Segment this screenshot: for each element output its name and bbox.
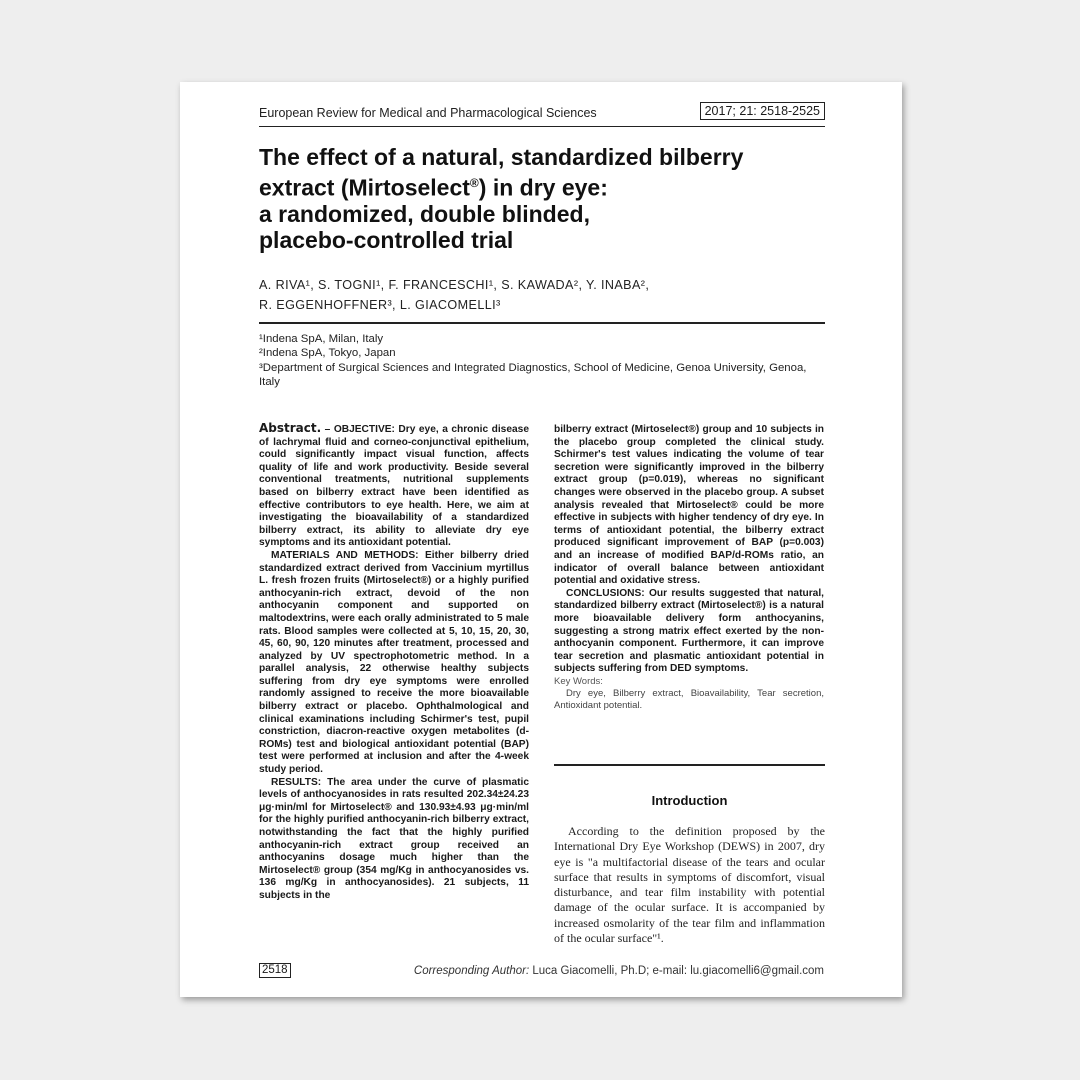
authors-line-1: A. RIVA¹, S. TOGNI¹, F. FRANCESCHI¹, S. KAWADA², Y. INABA², bbox=[259, 278, 650, 292]
corresponding-text: Luca Giacomelli, Ph.D; e-mail: lu.giacomelli6@gmail.com bbox=[532, 965, 824, 977]
abstract-results-b: bilberry extract (Mirtoselect®) group and 10 subjects in the placebo group completed the clinical study. Schirmer's test values indicating the volume of tear secretion were significantly improved in the bilberry extract group (p=0.019), whereas no significant changes were observed in the placebo group. A subset analysis revealed that Mirtoselect® could be more effective in subjects with higher tendency of dry eye. In terms of antioxidant potential, the bilberry extract produced significant improvement of BAP (p=0.003) and an increase of modified BAP/d-ROMs ratio, an indicator of overall balance between antioxidant potential and oxidative stress. bbox=[554, 424, 824, 587]
title-line-2a: extract (Mirtoselect bbox=[259, 174, 470, 201]
title-line-3: a randomized, double blinded, bbox=[259, 200, 590, 227]
corresponding-author bbox=[414, 965, 824, 977]
affiliation-3: ³Department of Surgical Sciences and Integrated Diagnostics, School of Medicine, Genoa University, Genoa, Italy bbox=[259, 361, 807, 388]
affiliation-1: ¹Indena SpA, Milan, Italy bbox=[259, 333, 384, 345]
keywords-label: Key Words: bbox=[554, 675, 603, 687]
citation-box: 2017; 21: 2518-2525 bbox=[700, 102, 825, 120]
registered-mark: ® bbox=[469, 176, 479, 190]
abstract-column-right bbox=[554, 424, 824, 711]
affiliations bbox=[259, 332, 819, 389]
abstract-objective bbox=[259, 422, 529, 550]
affiliation-2: ²Indena SpA, Tokyo, Japan bbox=[259, 347, 396, 360]
objective-text: – OBJECTIVE: Dry eye, a chronic disease of lachrymal fluid and corneo-conjunctival epithelium, could significantly impact visual function, affects quality of life and work productivity. Beside several conventional treatments, nutritional supplements based on bilberry extract have been identified as effective contributors to eye health. Here, we aim at investigating the bioavailability of a standardized bilberry extract, its ability to alleviate dry eye symptoms and its antioxidant potential. bbox=[259, 424, 529, 549]
abstract-column-left bbox=[259, 422, 529, 903]
introduction-text: According to the definition proposed by the International Dry Eye Workshop (DEWS) in 2007, dry eye is "a multifactorial disease of the tears and ocular surface that results in symptoms of discomfort, visual disturbance, and tear film instability with potential damage of the ocular surface. It is accompanied by increased osmolarity of the tear film and inflammation of the ocular surface"¹. bbox=[554, 824, 825, 946]
journal-header bbox=[259, 104, 825, 127]
page-number: 2518 bbox=[259, 963, 291, 978]
title-line-2b: ) in dry eye: bbox=[478, 174, 608, 201]
abstract-label: Abstract. bbox=[259, 421, 322, 435]
corresponding-label: Corresponding Author: bbox=[413, 965, 530, 977]
title-line-1: The effect of a natural, standardized bilberry bbox=[259, 144, 744, 170]
paper-page bbox=[180, 82, 902, 997]
title-line-4: placebo-controlled trial bbox=[259, 226, 514, 253]
author-list bbox=[259, 275, 829, 315]
keywords-text: Dry eye, Bilberry extract, Bioavailability, Tear secretion, Antioxidant potential. bbox=[554, 688, 824, 711]
introduction-heading: Introduction bbox=[651, 793, 728, 808]
title-divider bbox=[259, 322, 825, 324]
article-title bbox=[259, 144, 859, 253]
keywords-divider bbox=[554, 764, 825, 766]
abstract-results-a: RESULTS: The area under the curve of plasmatic levels of anthocyanosides in rats resulted 202.34±24.23 μg·min/ml for Mirtoselect® and 130.93±4.93 μg·min/ml for the highly purified anthocyanin-rich bilberry extract, notwithstanding the fact that the highly purified anthocyanin-rich extract group received an anthocyanins dosage much higher than the Mirtoselect® group (354 mg/Kg in anthocyanosides vs. 136 mg/Kg in anthocyanosides). 21 subjects, 11 subjects in the bbox=[259, 776, 529, 901]
authors-line-2: R. EGGENHOFFNER³, L. GIACOMELLI³ bbox=[259, 298, 501, 312]
journal-name: European Review for Medical and Pharmacological Sciences bbox=[259, 106, 597, 120]
abstract-conclusions: CONCLUSIONS: Our results suggested that natural, standardized bilberry extract (Mirtoselect®) is a natural more bioavailable delivery form anthocyanins, suggesting a strong matrix effect exerted by the non-anthocyanin component. Furthermore, it can improve tear secretion and plasmatic antioxidant potential in subjects suffering from DED symptoms. bbox=[554, 587, 824, 675]
abstract-methods: MATERIALS AND METHODS: Either bilberry dried standardized extract derived from Vaccinium myrtillus L. fresh frozen fruits (Mirtoselect®) or a highly purified anthocyanin-rich extract, devoid of the non anthocyanin component and supported on maltodextrins, were each orally administrated to 5 male rats. Blood samples were collected at 5, 10, 15, 20, 30, 45, 60, 90, 120 minutes after treatment, processed and analyzed by UV spectrophotometric method. In a parallel analysis, 22 otherwise healthy subjects suffering from dry eye symptoms were enrolled randomly assigned to receive the more bioavailable bilberry extract or placebo. Ophthalmological and clinical examinations including Schirmer's test, pupil constriction, diacron-reactive oxygen metabolites (d-ROMs) test and biological antioxidant potential (BAP) test were performed at inclusion and after the 4-week study period. bbox=[259, 549, 529, 776]
